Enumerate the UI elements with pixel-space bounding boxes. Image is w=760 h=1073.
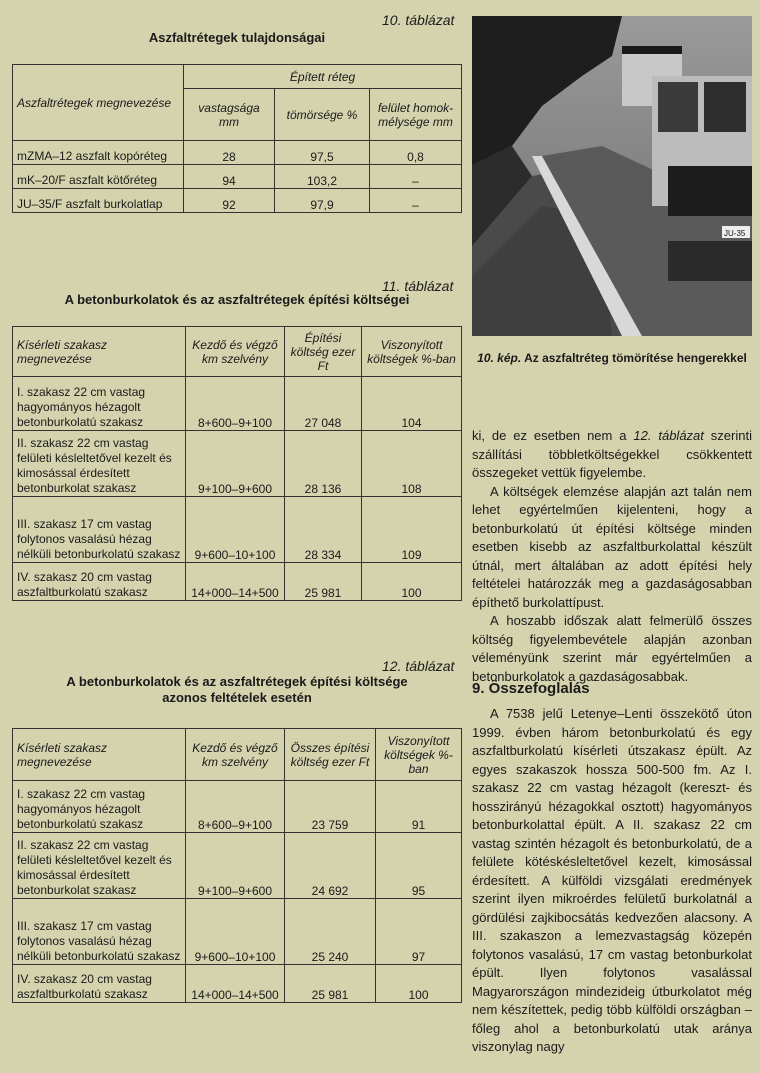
- cell: 28 136: [285, 431, 362, 497]
- cell: 108: [362, 431, 462, 497]
- section-heading: 9. Összefoglalás: [472, 680, 590, 697]
- row-name: II. szakasz 22 cm vastag felületi késleltetővel kezelt és kimosással érdesített betonburkolat szakasz: [13, 431, 186, 497]
- figure-caption: [472, 351, 752, 366]
- table-12-title: [12, 674, 462, 706]
- row-name: IV. szakasz 20 cm vastag aszfaltburkolatú szakasz: [13, 965, 186, 1003]
- table-11-head: Építési költség ezer Ft: [285, 327, 362, 377]
- table-11-title: A betonburkolatok és az aszfaltrétegek építési költségei: [64, 292, 410, 307]
- cell: 100: [376, 965, 462, 1003]
- table-10-number: 10. táblázat: [382, 12, 455, 28]
- table-12-head: Összes építési költség ezer Ft: [285, 729, 376, 781]
- cell: 104: [362, 377, 462, 431]
- row-name: mK–20/F aszfalt kötőréteg: [13, 165, 184, 189]
- row-name: I. szakasz 22 cm vastag hagyományos hézagolt betonburkolatú szakasz: [13, 377, 186, 431]
- cell: 95: [376, 833, 462, 899]
- row-name: II. szakasz 22 cm vastag felületi késleltetővel kezelt és kimosással érdesített betonburkolat szakasz: [13, 833, 186, 899]
- cell: –: [370, 165, 462, 189]
- table-11-head: Viszonyított költségek %-ban: [362, 327, 462, 377]
- cell: –: [370, 189, 462, 213]
- table-12-head: Kísérleti szakasz megnevezése: [13, 729, 186, 781]
- table-10-head-col: vastagsága mm: [184, 89, 275, 141]
- table-11: [12, 326, 462, 601]
- cell: 91: [376, 781, 462, 833]
- table-12-head: Kezdő és végző km szelvény: [186, 729, 285, 781]
- table-row: [13, 781, 462, 833]
- body-text-top: [472, 427, 752, 686]
- table-row: [13, 165, 462, 189]
- road-roller-photo: [472, 16, 752, 336]
- table-10-head-col: felület homok-mélysége mm: [370, 89, 462, 141]
- body-text-bottom: [472, 705, 752, 1057]
- table-row: [13, 563, 462, 601]
- table-row: [13, 377, 462, 431]
- table-row: [13, 497, 462, 563]
- table-12-head: Viszonyított költségek %-ban: [376, 729, 462, 781]
- row-name: JU–35/F aszfalt burkolatlap: [13, 189, 184, 213]
- cell: 100: [362, 563, 462, 601]
- cell: 14+000–14+500: [186, 965, 285, 1003]
- table-11-head: Kezdő és végző km szelvény: [186, 327, 285, 377]
- table-row: [13, 141, 462, 165]
- cell: 103,2: [275, 165, 370, 189]
- row-name: IV. szakasz 20 cm vastag aszfaltburkolatú szakasz: [13, 563, 186, 601]
- road-roller-photo-svg: [472, 16, 752, 336]
- figure-caption-text: Az aszfaltréteg tömörítése hengerekkel: [524, 351, 747, 365]
- table-10-head-name: Aszfaltrétegek megnevezése: [13, 65, 184, 141]
- row-name: I. szakasz 22 cm vastag hagyományos hézagolt betonburkolatú szakasz: [13, 781, 186, 833]
- cell: 9+100–9+600: [186, 833, 285, 899]
- cell: 8+600–9+100: [186, 377, 285, 431]
- table-10-title: Aszfaltrétegek tulajdonságai: [148, 30, 326, 45]
- cell: 28: [184, 141, 275, 165]
- row-name: III. szakasz 17 cm vastag folytonos vasalású hézag nélküli betonburkolatú szakasz: [13, 497, 186, 563]
- text-span: szerinti szállítási többletköltségekkel csökkentett összegeket vettük figyelembe.: [472, 428, 752, 480]
- cell: 9+600–10+100: [186, 899, 285, 965]
- cell: 97,5: [275, 141, 370, 165]
- cell: 9+600–10+100: [186, 497, 285, 563]
- table-11-number: 11. táblázat: [382, 278, 454, 294]
- table-reference: 12. táblázat: [633, 428, 704, 443]
- cell: 24 692: [285, 833, 376, 899]
- table-10-head-group: Épített réteg: [184, 65, 462, 89]
- cell: 25 981: [285, 965, 376, 1003]
- text-span: ki, de ez esetben nem a: [472, 428, 634, 443]
- table-12-title-line: A betonburkolatok és az aszfaltrétegek építési költsége: [66, 674, 408, 689]
- paragraph: A 7538 jelű Letenye–Lenti összekötő úton 1999. évben három betonburkolatú és egy aszfaltburkolatú kísérleti útszakasz épült. Az egyes szakaszok hossza 500-500 fm. Az I. szakasz 22 cm vastag hézagolt (kereszt- és hosszirányú hézagokkal osztott) hagyományos betonburkolattal épült. A II. szakasz 22 cm vastag szintén hézagolt és betonburkolatú, de a felülete kötéskésleltetővel kezelt, kimosással érdesített. A külföldi vizsgálati eredmények szerint ilyen mikroérdes felületű burkolatnál a gördülési zajkibocsátás kedvezően alacsony. A III. szakaszon a lemezvastagság közepén folytonos vasalású, 17 cm vastag betonburkolat épült. Ilyen folytonos vasalással Magyarországon mindezideig útburkolatot még nem készítettek, pedig több külföldi országban – főleg ahol a betonburkolatú utak aránya viszonylag nagy: [472, 706, 752, 1054]
- cell: 94: [184, 165, 275, 189]
- cell: 23 759: [285, 781, 376, 833]
- table-10-head-col: tömörsége %: [275, 89, 370, 141]
- cell: 97: [376, 899, 462, 965]
- row-name: III. szakasz 17 cm vastag folytonos vasalású hézag nélküli betonburkolatú szakasz: [13, 899, 186, 965]
- table-row: [13, 965, 462, 1003]
- cell: 25 240: [285, 899, 376, 965]
- cell: 27 048: [285, 377, 362, 431]
- figure-caption-number: 10. kép.: [477, 351, 522, 365]
- cell: 28 334: [285, 497, 362, 563]
- cell: 97,9: [275, 189, 370, 213]
- row-name: mZMA–12 aszfalt kopóréteg: [13, 141, 184, 165]
- cell: 109: [362, 497, 462, 563]
- table-11-head: Kísérleti szakasz megnevezése: [13, 327, 186, 377]
- cell: 8+600–9+100: [186, 781, 285, 833]
- paragraph: A költségek elemzése alapján azt talán nem lehet egyértelműen kijelenteni, hogy a betonburkolatú út építési költsége minden esetben kisebb az aszfaltburkolattal készült útnál, mert általában az adott építési hely feltételei határozzák meg a gazdaságosabban építhető burkolattípust.: [472, 483, 752, 610]
- cell: 25 981: [285, 563, 362, 601]
- cell: 92: [184, 189, 275, 213]
- cell: 0,8: [370, 141, 462, 165]
- table-row: [13, 431, 462, 497]
- paragraph: [472, 427, 752, 483]
- cell: 14+000–14+500: [186, 563, 285, 601]
- table-12-number: 12. táblázat: [382, 658, 455, 674]
- table-row: [13, 189, 462, 213]
- table-12-title-line: azonos feltételek esetén: [162, 690, 312, 705]
- table-12: [12, 728, 462, 1003]
- paragraph: A hoszabb időszak alatt felmerülő összes költség figyelembevétele alapján azonban véleményünk szerint már egyértelműen a betonburkolatok a gazdaságosabbak.: [472, 613, 752, 684]
- plate-text: JU-35: [724, 229, 746, 238]
- table-10: [12, 64, 462, 213]
- table-row: [13, 899, 462, 965]
- table-row: [13, 833, 462, 899]
- cell: 9+100–9+600: [186, 431, 285, 497]
